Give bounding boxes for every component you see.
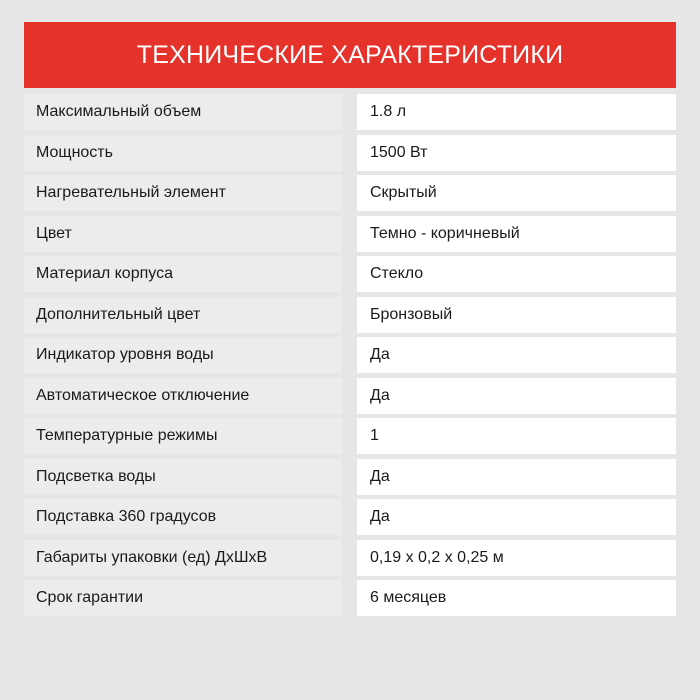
spec-value: 6 месяцев (357, 580, 676, 616)
spec-value: Темно - коричневый (357, 216, 676, 252)
spec-label: Максимальный объем (24, 94, 342, 130)
spec-label: Материал корпуса (24, 256, 342, 292)
spec-row (24, 499, 676, 535)
spec-row (24, 256, 676, 292)
spec-value: Бронзовый (357, 297, 676, 333)
spec-row (24, 94, 676, 130)
spec-row (24, 540, 676, 576)
spec-row (24, 175, 676, 211)
spec-value: Стекло (357, 256, 676, 292)
spec-value: 1.8 л (357, 94, 676, 130)
spec-value: 1 (357, 418, 676, 454)
spec-value: Да (357, 459, 676, 495)
spec-label: Температурные режимы (24, 418, 342, 454)
spec-header-title: ТЕХНИЧЕСКИЕ ХАРАКТЕРИСТИКИ (136, 40, 564, 69)
spec-row (24, 216, 676, 252)
spec-row (24, 580, 676, 616)
spec-label: Подставка 360 градусов (24, 499, 342, 535)
spec-row (24, 337, 676, 373)
spec-label: Подсветка воды (24, 459, 342, 495)
spec-label: Автоматическое отключение (24, 378, 342, 414)
spec-row (24, 135, 676, 171)
spec-value: Да (357, 499, 676, 535)
spec-label: Мощность (24, 135, 342, 171)
spec-label: Цвет (24, 216, 342, 252)
spec-value: Да (357, 337, 676, 373)
spec-label: Индикатор уровня воды (24, 337, 342, 373)
spec-table (24, 94, 676, 621)
spec-value: 1500 Вт (357, 135, 676, 171)
spec-row (24, 459, 676, 495)
spec-row (24, 418, 676, 454)
spec-row (24, 297, 676, 333)
spec-label: Срок гарантии (24, 580, 342, 616)
spec-row (24, 378, 676, 414)
spec-label: Дополнительный цвет (24, 297, 342, 333)
spec-label: Нагревательный элемент (24, 175, 342, 211)
spec-value: Скрытый (357, 175, 676, 211)
spec-label: Габариты упаковки (ед) ДхШхВ (24, 540, 342, 576)
spec-value: 0,19 x 0,2 x 0,25 м (357, 540, 676, 576)
spec-value: Да (357, 378, 676, 414)
spec-header (24, 22, 676, 88)
